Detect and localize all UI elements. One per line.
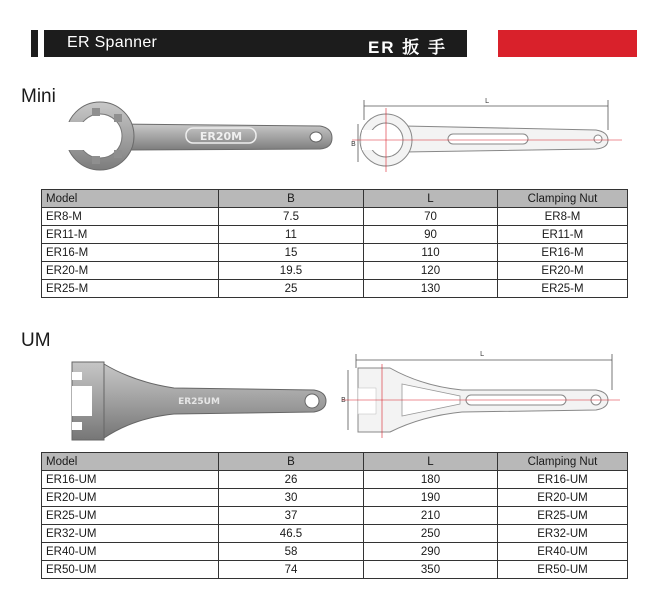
cell-clamping-nut: ER25-M xyxy=(498,280,628,298)
cell-model: ER16-UM xyxy=(42,471,219,489)
um-spec-table xyxy=(41,452,628,579)
cell-b: 74 xyxy=(219,561,364,579)
cell-model: ER8-M xyxy=(42,208,219,226)
table-row xyxy=(42,208,628,226)
cell-clamping-nut: ER20-M xyxy=(498,262,628,280)
table-row xyxy=(42,471,628,489)
page-title: ER Spanner xyxy=(67,34,158,51)
section-label-um: UM xyxy=(21,330,51,351)
cell-model: ER50-UM xyxy=(42,561,219,579)
cell-clamping-nut: ER32-UM xyxy=(498,525,628,543)
table-row xyxy=(42,262,628,280)
table-row xyxy=(42,244,628,262)
table-row xyxy=(42,525,628,543)
table-row xyxy=(42,507,628,525)
mini-drawing-dim-b: B xyxy=(351,140,356,148)
cell-model: ER32-UM xyxy=(42,525,219,543)
cell-model: ER20-UM xyxy=(42,489,219,507)
um-drawing-dim-l: L xyxy=(480,350,484,358)
cell-clamping-nut: ER20-UM xyxy=(498,489,628,507)
cell-clamping-nut: ER16-M xyxy=(498,244,628,262)
cell-b: 37 xyxy=(219,507,364,525)
column-header-clamping-nut: Clamping Nut xyxy=(498,190,628,208)
cell-l: 70 xyxy=(364,208,498,226)
cell-l: 190 xyxy=(364,489,498,507)
cell-b: 19.5 xyxy=(219,262,364,280)
cell-l: 180 xyxy=(364,471,498,489)
column-header-model: Model xyxy=(42,190,219,208)
section-label-mini: Mini xyxy=(21,86,56,107)
cell-model: ER11-M xyxy=(42,226,219,244)
table-header-row xyxy=(42,453,628,471)
cell-l: 120 xyxy=(364,262,498,280)
um-photo-marking: ER25UM xyxy=(178,397,220,407)
page-title-chinese: ER 扳 手 xyxy=(367,38,447,57)
mini-drawing-dim-l: L xyxy=(485,97,489,105)
cell-b: 46.5 xyxy=(219,525,364,543)
cell-b: 26 xyxy=(219,471,364,489)
header-bar xyxy=(31,30,467,57)
table-row xyxy=(42,226,628,244)
cell-l: 210 xyxy=(364,507,498,525)
cell-clamping-nut: ER8-M xyxy=(498,208,628,226)
mini-spec-table xyxy=(41,189,628,298)
table-row xyxy=(42,561,628,579)
table-header-row xyxy=(42,190,628,208)
cell-b: 30 xyxy=(219,489,364,507)
column-header-clamping-nut: Clamping Nut xyxy=(498,453,628,471)
cell-l: 350 xyxy=(364,561,498,579)
table-row xyxy=(42,280,628,298)
cell-l: 130 xyxy=(364,280,498,298)
header-red-block xyxy=(498,30,637,57)
um-spanner-photo xyxy=(64,352,330,442)
header-accent-stripe xyxy=(38,30,44,57)
um-drawing-dim-b: B xyxy=(341,396,346,404)
cell-l: 110 xyxy=(364,244,498,262)
cell-clamping-nut: ER50-UM xyxy=(498,561,628,579)
cell-b: 11 xyxy=(219,226,364,244)
cell-b: 25 xyxy=(219,280,364,298)
cell-l: 90 xyxy=(364,226,498,244)
table-row xyxy=(42,543,628,561)
cell-model: ER40-UM xyxy=(42,543,219,561)
mini-photo-marking: ER20M xyxy=(199,130,243,143)
cell-clamping-nut: ER16-UM xyxy=(498,471,628,489)
cell-clamping-nut: ER11-M xyxy=(498,226,628,244)
cell-clamping-nut: ER25-UM xyxy=(498,507,628,525)
column-header-b: B xyxy=(219,453,364,471)
cell-b: 58 xyxy=(219,543,364,561)
cell-l: 290 xyxy=(364,543,498,561)
column-header-l: L xyxy=(364,453,498,471)
um-spanner-drawing xyxy=(342,346,622,440)
column-header-model: Model xyxy=(42,453,219,471)
table-row xyxy=(42,489,628,507)
mini-spanner-drawing xyxy=(352,94,624,178)
cell-model: ER25-UM xyxy=(42,507,219,525)
cell-model: ER16-M xyxy=(42,244,219,262)
cell-b: 15 xyxy=(219,244,364,262)
cell-model: ER20-M xyxy=(42,262,219,280)
cell-l: 250 xyxy=(364,525,498,543)
column-header-l: L xyxy=(364,190,498,208)
column-header-b: B xyxy=(219,190,364,208)
cell-clamping-nut: ER40-UM xyxy=(498,543,628,561)
mini-spanner-photo xyxy=(64,92,336,176)
cell-model: ER25-M xyxy=(42,280,219,298)
cell-b: 7.5 xyxy=(219,208,364,226)
